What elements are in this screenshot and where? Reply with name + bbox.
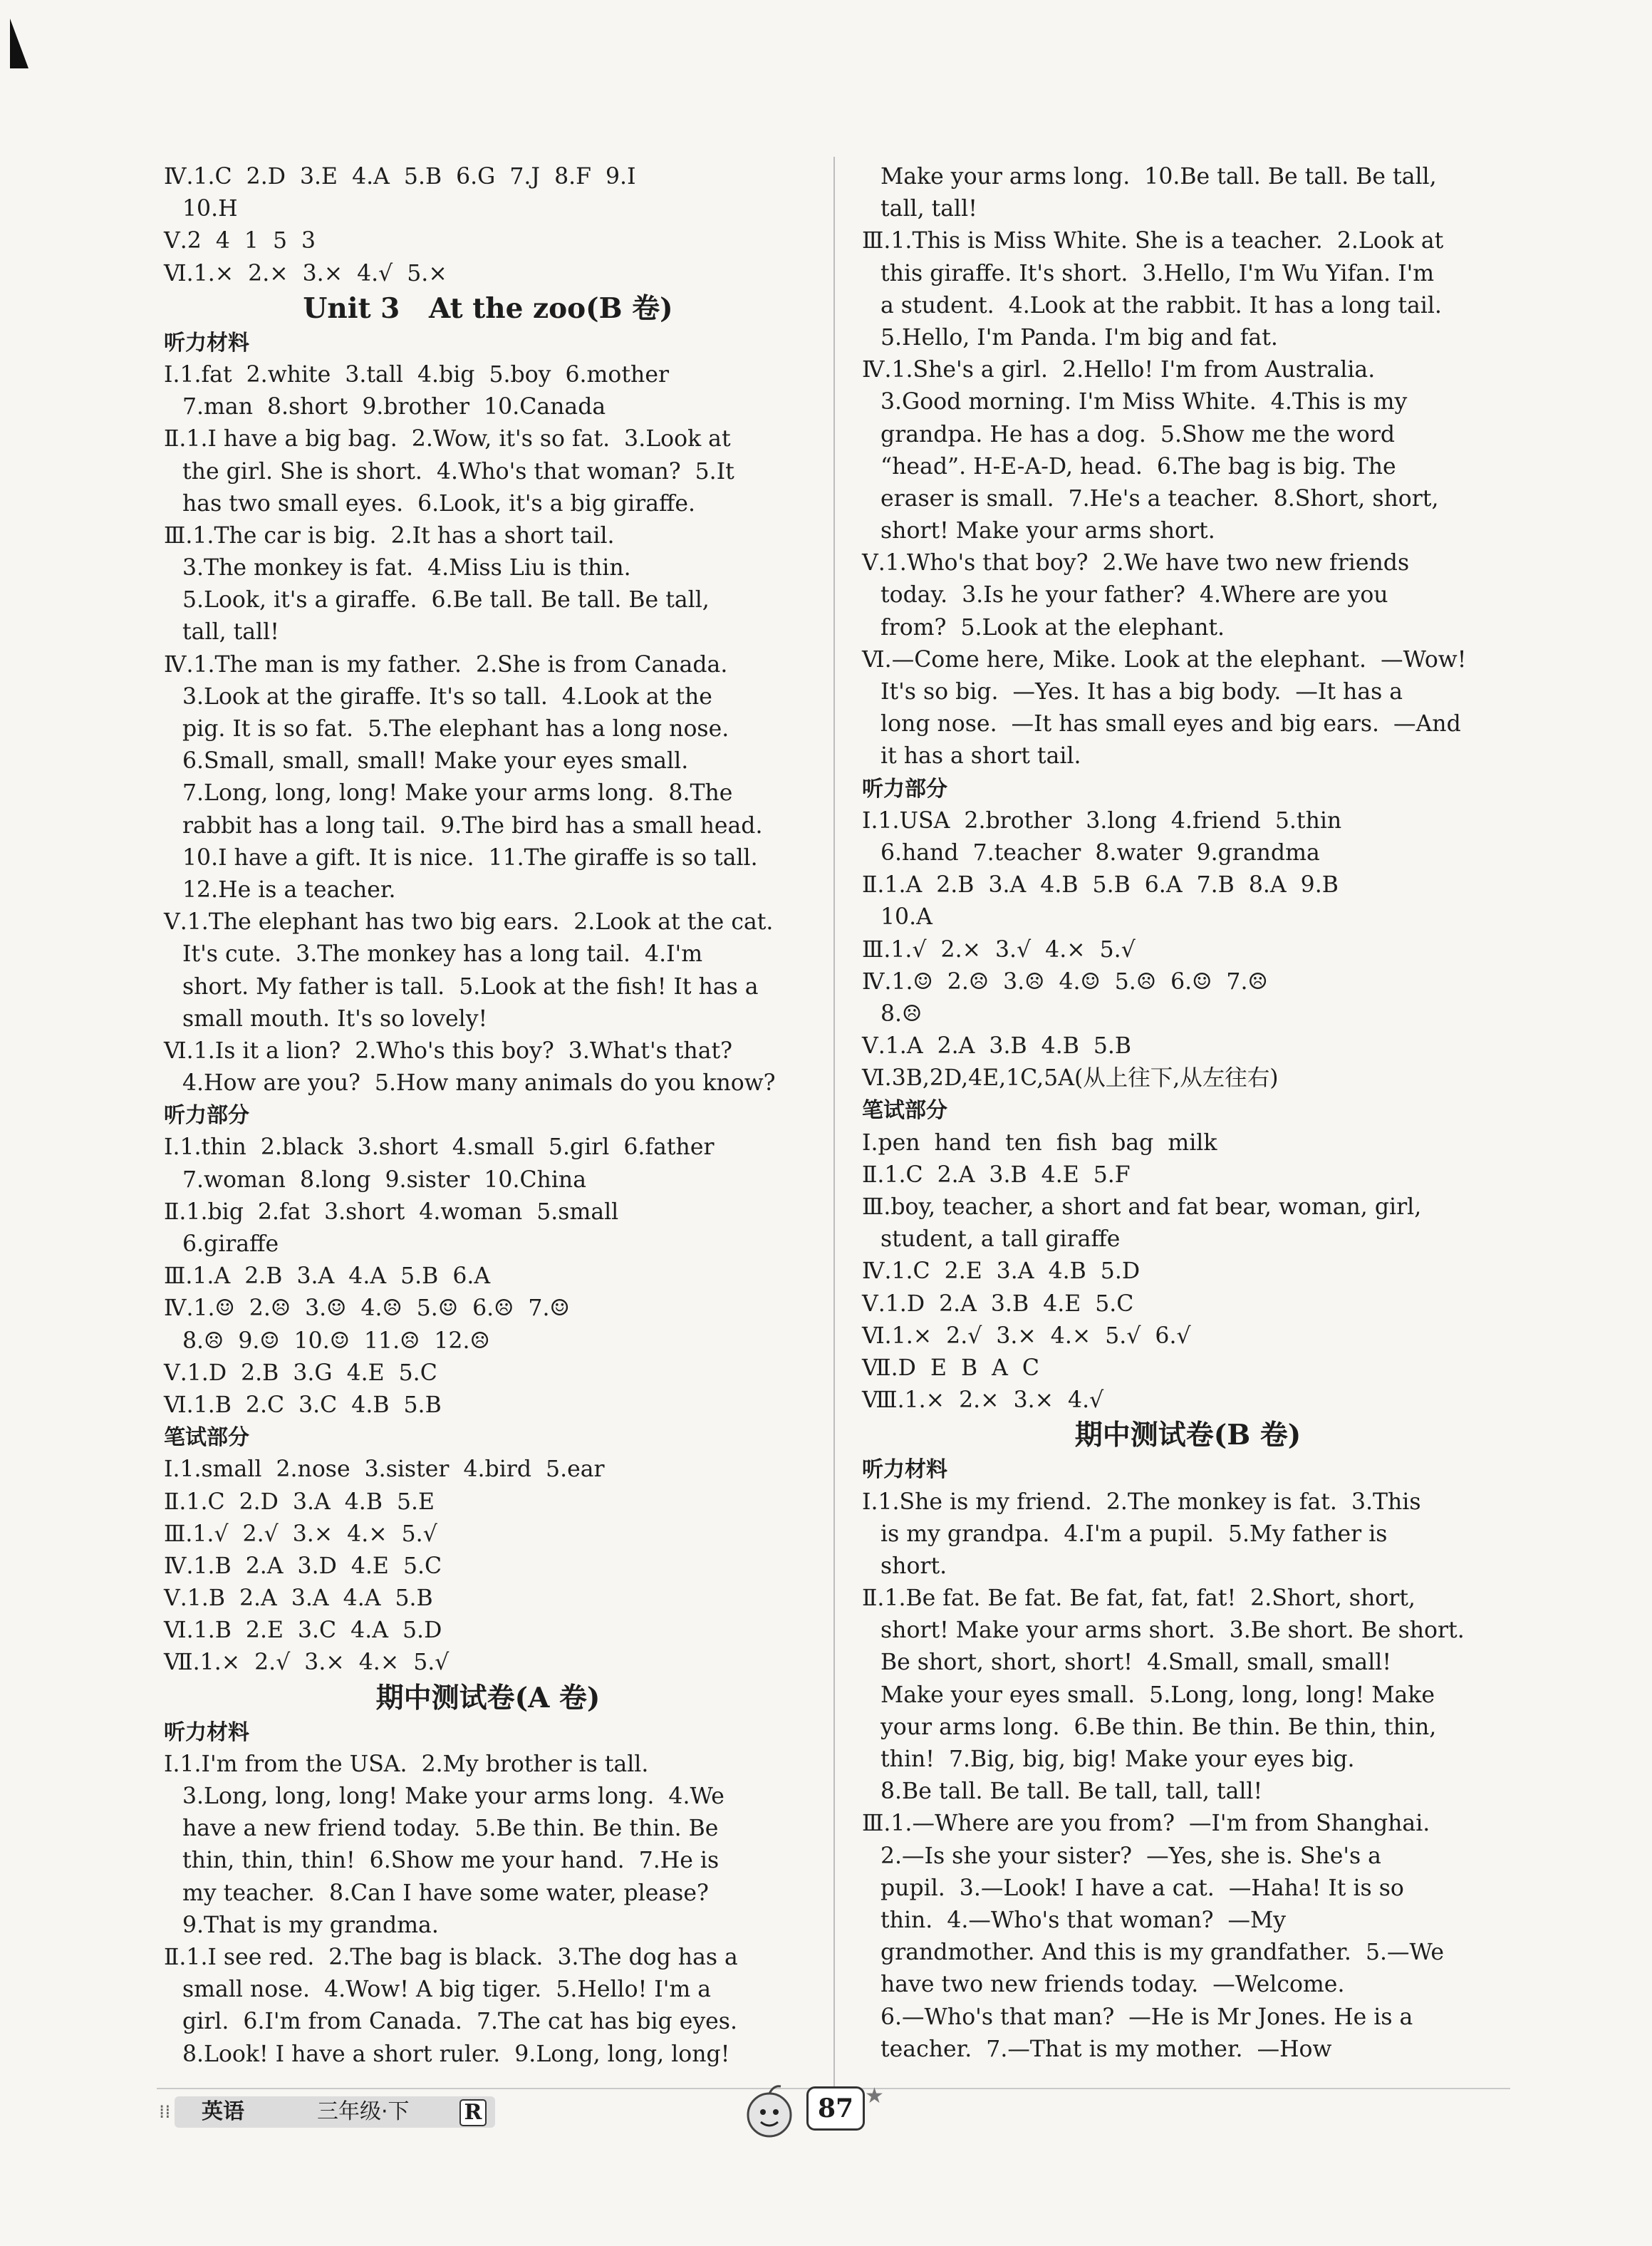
answer-line: Ⅰ.1.fat 2.white 3.tall 4.big 5.boy 6.mother	[164, 361, 670, 388]
apple-mascot-icon	[734, 2081, 805, 2145]
section-heading: 听力部分	[862, 776, 947, 802]
answer-line: 8.☹ 9.☺ 10.☺ 11.☹ 12.☹	[182, 1328, 490, 1354]
answer-line: 3.Look at the giraffe. It's so tall. 4.Look at the	[182, 683, 712, 710]
section-title: 期中测试卷(B 卷)	[1074, 1419, 1302, 1452]
answer-line: 3.Good morning. I'm Miss White. 4.This is my	[880, 389, 1408, 415]
answer-line: 10.H	[182, 196, 238, 222]
answer-line: Make your eyes small. 5.Long, long, long! Make	[880, 1682, 1435, 1708]
page-footer	[0, 2081, 1652, 2246]
answer-line: Ⅰ.1.small 2.nose 3.sister 4.bird 5.ear	[164, 1456, 605, 1483]
section-heading: 听力材料	[862, 1457, 947, 1483]
answer-line: eraser is small. 7.He's a teacher. 8.Short, short,	[880, 485, 1439, 512]
answer-line: rabbit has a long tail. 9.The bird has a small head.	[182, 812, 763, 839]
answer-line: 9.That is my grandma.	[182, 1912, 439, 1938]
answer-line: Ⅴ.1.The elephant has two big ears. 2.Look at the cat.	[164, 909, 774, 936]
column-divider	[833, 157, 835, 2102]
answer-line: thin. 4.—Who's that woman? —My	[880, 1907, 1287, 1933]
answer-line: Ⅲ.1.The car is big. 2.It has a short tail.	[164, 522, 615, 549]
answer-line: Ⅰ.1.thin 2.black 3.short 4.small 5.girl 6.father	[164, 1134, 715, 1161]
dots-icon: ⁞⁞	[159, 2101, 171, 2123]
answer-line: today. 3.Is he your father? 4.Where are you	[880, 582, 1388, 609]
answer-line: a student. 4.Look at the rabbit. It has a long tail.	[880, 292, 1442, 319]
answer-line: It's cute. 3.The monkey has a long tail. 4.I'm	[182, 941, 703, 968]
answer-line: Be short, short, short! 4.Small, small, small!	[880, 1650, 1392, 1676]
answer-line: Ⅳ.1.☺ 2.☹ 3.☹ 4.☺ 5.☹ 6.☺ 7.☹	[862, 968, 1268, 995]
answer-line: it has a short tail.	[880, 743, 1081, 770]
answer-line: Ⅳ.1.The man is my father. 2.She is from Canada.	[164, 651, 728, 678]
answer-line: 8.☹	[880, 1000, 923, 1027]
answer-line: Ⅶ.D E B A C	[862, 1355, 1040, 1381]
answer-line: Ⅱ.1.big 2.fat 3.short 4.woman 5.small	[164, 1199, 619, 1225]
answer-line: have a new friend today. 5.Be thin. Be thin. Be	[182, 1816, 719, 1842]
answer-line: from? 5.Look at the elephant.	[880, 614, 1225, 641]
section-heading: 听力部分	[164, 1103, 249, 1129]
answer-line: Ⅵ.1.B 2.C 3.C 4.B 5.B	[164, 1392, 442, 1418]
answer-line: pig. It is so fat. 5.The elephant has a long nose.	[182, 716, 729, 742]
answer-line: Ⅲ.1.√ 2.√ 3.× 4.× 5.√	[164, 1521, 437, 1547]
answer-line: tall, tall!	[182, 619, 279, 646]
answer-line: short. My father is tall. 5.Look at the fish! It has a	[182, 973, 759, 1000]
answer-line: Ⅴ.1.B 2.A 3.A 4.A 5.B	[164, 1585, 433, 1612]
answer-line: Ⅵ.—Come here, Mike. Look at the elephant. —Wow!	[862, 646, 1467, 673]
answer-line: Ⅱ.1.I have a big bag. 2.Wow, it's so fat. 3.Look at	[164, 426, 731, 452]
answer-line: Ⅳ.1.C 2.D 3.E 4.A 5.B 6.G 7.J 8.F 9.I	[164, 164, 636, 190]
answer-line: pupil. 3.—Look! I have a cat. —Haha! It is so	[880, 1875, 1404, 1901]
section-title: Unit 3 At the zoo(B 卷)	[303, 291, 673, 325]
answer-line: 6.Small, small, small! Make your eyes small.	[182, 748, 689, 775]
answer-line: 8.Be tall. Be tall. Be tall, tall, tall!	[880, 1779, 1263, 1805]
answer-line: is my grandpa. 4.I'm a pupil. 5.My father is	[880, 1521, 1388, 1547]
answer-line: 6.—Who's that man? —He is Mr Jones. He is a	[880, 2004, 1413, 2030]
answer-line: short! Make your arms short. 3.Be short. Be short.	[880, 1618, 1465, 1644]
answer-line: 3.Long, long, long! Make your arms long. 4.We	[182, 1784, 724, 1809]
answer-line: 8.Look! I have a short ruler. 9.Long, long, long!	[182, 2041, 730, 2067]
answer-line: Ⅲ.1.—Where are you from? —I'm from Shanghai.	[862, 1811, 1430, 1837]
answer-line: student, a tall giraffe	[880, 1226, 1121, 1253]
answer-line: Ⅵ.1.Is it a lion? 2.Who's this boy? 3.What's that?	[164, 1037, 733, 1064]
answer-line: 3.The monkey is fat. 4.Miss Liu is thin.	[182, 555, 631, 581]
answer-line: Ⅵ.1.B 2.E 3.C 4.A 5.D	[164, 1618, 442, 1644]
answer-line: 2.—Is she your sister? —Yes, she is. She's a	[880, 1843, 1381, 1869]
answer-line: Ⅲ.1.√ 2.× 3.√ 4.× 5.√	[862, 936, 1136, 963]
answer-line: small nose. 4.Wow! A big tiger. 5.Hello! I'm a	[182, 1977, 712, 2003]
answer-line: my teacher. 8.Can I have some water, please?	[182, 1880, 709, 1906]
edition-badge: R	[459, 2099, 487, 2126]
answer-line: grandpa. He has a dog. 5.Show me the word	[880, 421, 1396, 447]
answer-line: Ⅳ.1.She's a girl. 2.Hello! I'm from Australia.	[862, 357, 1376, 383]
answer-line: 10.A	[880, 904, 933, 931]
answer-line: “head”. H-E-A-D, head. 6.The bag is big. The	[880, 453, 1396, 480]
section-title: 期中测试卷(A 卷)	[375, 1681, 601, 1714]
answer-line: Ⅰ.1.USA 2.brother 3.long 4.friend 5.thin	[862, 807, 1342, 834]
grade-label: 三年级·下	[317, 2099, 410, 2124]
answer-line: 5.Hello, I'm Panda. I'm big and fat.	[880, 324, 1278, 351]
section-heading: 笔试部分	[862, 1098, 947, 1124]
answer-line: 5.Look, it's a giraffe. 6.Be tall. Be tall. Be tall,	[182, 587, 710, 614]
answer-line: Ⅴ.1.D 2.A 3.B 4.E 5.C	[862, 1290, 1134, 1317]
answer-line: 12.He is a teacher.	[182, 876, 396, 903]
answer-line: 6.giraffe	[182, 1231, 279, 1257]
answer-line: Make your arms long. 10.Be tall. Be tall. Be tall,	[880, 164, 1437, 190]
answer-line: Ⅳ.1.C 2.E 3.A 4.B 5.D	[862, 1258, 1141, 1285]
answer-line: thin! 7.Big, big, big! Make your eyes big.	[880, 1746, 1355, 1772]
answer-line: Ⅱ.1.C 2.A 3.B 4.E 5.F	[862, 1161, 1131, 1188]
answer-line: Ⅷ.1.× 2.× 3.× 4.√	[862, 1387, 1104, 1414]
answer-line: Ⅰ.1.I'm from the USA. 2.My brother is tall.	[164, 1751, 649, 1777]
page-number: 87	[806, 2086, 865, 2131]
answer-line: short! Make your arms short.	[880, 518, 1215, 544]
answer-line: Ⅱ.1.A 2.B 3.A 4.B 5.B 6.A 7.B 8.A 9.B	[862, 872, 1339, 899]
star-icon: ★	[865, 2084, 884, 2108]
answer-line: Ⅶ.1.× 2.√ 3.× 4.× 5.√	[164, 1650, 450, 1676]
answer-line: Ⅵ.1.× 2.√ 3.× 4.× 5.√ 6.√	[862, 1323, 1191, 1349]
answer-line: small mouth. It's so lovely!	[182, 1005, 488, 1032]
answer-line: 10.I have a gift. It is nice. 11.The giraffe is so tall.	[182, 844, 758, 871]
answer-line: Ⅴ.1.Who's that boy? 2.We have two new friends	[862, 550, 1410, 576]
answer-line: Ⅴ.2 4 1 5 3	[164, 228, 316, 254]
answer-line: have two new friends today. —Welcome.	[880, 1972, 1345, 1998]
answer-line: Ⅱ.1.C 2.D 3.A 4.B 5.E	[164, 1489, 435, 1515]
answer-line: Ⅵ.1.× 2.× 3.× 4.√ 5.×	[164, 260, 447, 286]
answer-line: 7.Long, long, long! Make your arms long. 8.The	[182, 780, 733, 807]
subject-badge	[159, 2096, 495, 2128]
answer-line: Ⅳ.1.☺ 2.☹ 3.☺ 4.☹ 5.☺ 6.☹ 7.☺	[164, 1295, 570, 1322]
answer-line: tall, tall!	[880, 196, 977, 222]
answer-line: short.	[880, 1553, 947, 1579]
answer-line: teacher. 7.—That is my mother. —How	[880, 2036, 1332, 2062]
corner-mark	[10, 19, 28, 68]
section-heading: 笔试部分	[164, 1425, 249, 1451]
subject-label: 英语	[202, 2099, 244, 2124]
answer-line: Ⅲ.1.A 2.B 3.A 4.A 5.B 6.A	[164, 1263, 491, 1290]
answer-line: 7.man 8.short 9.brother 10.Canada	[182, 394, 606, 420]
answer-line: 4.How are you? 5.How many animals do you know?	[182, 1070, 776, 1097]
answer-line: Ⅳ.1.B 2.A 3.D 4.E 5.C	[164, 1553, 442, 1579]
answer-line: long nose. —It has small eyes and big ears. —And	[880, 711, 1461, 738]
answer-line: this giraffe. It's short. 3.Hello, I'm Wu Yifan. I'm	[880, 260, 1435, 286]
answer-line: Ⅴ.1.D 2.B 3.G 4.E 5.C	[164, 1360, 437, 1386]
answer-line: the girl. She is short. 4.Who's that woman? 5.It	[182, 458, 734, 485]
section-heading: 听力材料	[164, 1719, 249, 1745]
answer-line: Ⅲ.boy, teacher, a short and fat bear, woman, girl,	[862, 1194, 1422, 1220]
answer-line: your arms long. 6.Be thin. Be thin. Be thin, thin,	[880, 1714, 1437, 1740]
answer-line: Ⅱ.1.I see red. 2.The bag is black. 3.The dog has a	[164, 1944, 738, 1970]
answer-line: has two small eyes. 6.Look, it's a big giraffe.	[182, 490, 696, 517]
answer-line: girl. 6.I'm from Canada. 7.The cat has big eyes.	[182, 2009, 737, 2035]
answer-line: 6.hand 7.teacher 8.water 9.grandma	[880, 839, 1320, 866]
section-heading: 听力材料	[164, 330, 249, 356]
answer-line: thin, thin, thin! 6.Show me your hand. 7.He is	[182, 1848, 719, 1874]
answer-line: Ⅲ.1.This is Miss White. She is a teacher. 2.Look at	[862, 228, 1444, 254]
answer-line: Ⅵ.3B,2D,4E,1C,5A(从上往下,从左往右)	[862, 1065, 1279, 1092]
answer-line: Ⅰ.1.She is my friend. 2.The monkey is fat. 3.This	[862, 1489, 1421, 1515]
answer-line: Ⅰ.pen hand ten fish bag milk	[862, 1129, 1217, 1156]
answer-line: It's so big. —Yes. It has a big body. —It has a	[880, 679, 1403, 705]
left-column	[164, 161, 812, 2071]
answer-line: 7.woman 8.long 9.sister 10.China	[182, 1166, 586, 1193]
answer-line: Ⅴ.1.A 2.A 3.B 4.B 5.B	[862, 1033, 1132, 1060]
answer-line: grandmother. And this is my grandfather. 5.—We	[880, 1940, 1444, 1966]
answer-line: Ⅱ.1.Be fat. Be fat. Be fat, fat, fat! 2.Short, short,	[862, 1585, 1415, 1612]
right-column	[862, 161, 1514, 2066]
